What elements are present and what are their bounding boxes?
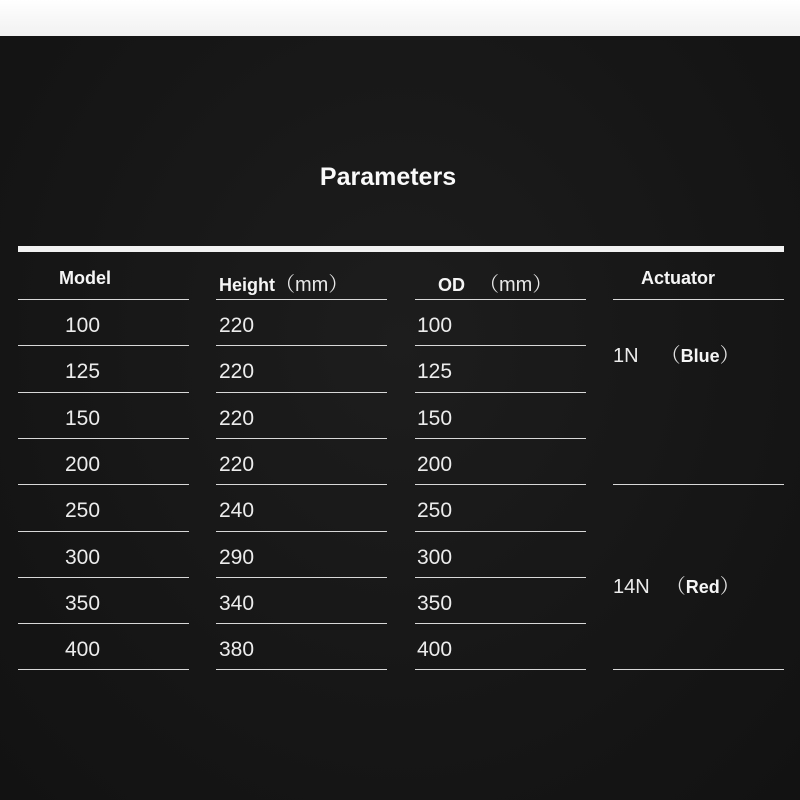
parameters-panel: [0, 36, 800, 800]
row-rule-height: [216, 577, 387, 578]
row-rule-height: [216, 484, 387, 485]
cell-od: 250: [417, 499, 453, 522]
header-height: Height（mm）: [219, 274, 349, 296]
cell-model: 150: [65, 407, 101, 430]
header-rule-height: [216, 299, 387, 300]
cell-od: 125: [417, 360, 453, 383]
row-rule-model: [18, 669, 189, 670]
actuator-force-red: 14N: [613, 576, 650, 598]
row-rule-od: [415, 345, 586, 346]
cell-od: 200: [417, 453, 453, 476]
actuator-force-blue: 1N: [613, 345, 639, 367]
cell-height: 290: [219, 546, 255, 569]
row-rule-od: [415, 577, 586, 578]
row-rule-model: [18, 577, 189, 578]
cell-od: 350: [417, 592, 453, 615]
cell-model: 250: [65, 499, 101, 522]
row-rule-od: [415, 484, 586, 485]
row-rule-od: [415, 623, 586, 624]
cell-od: 100: [417, 314, 453, 337]
header-model: Model: [59, 268, 111, 288]
cell-od: 400: [417, 638, 453, 661]
cell-model: 100: [65, 314, 101, 337]
row-rule-model: [18, 345, 189, 346]
cell-height: 380: [219, 638, 255, 661]
actuator-group-blue: 1N （Blue）: [613, 345, 740, 367]
row-rule-model: [18, 392, 189, 393]
cell-height: 220: [219, 314, 255, 337]
actuator-group-red: 14N （Red）: [613, 576, 740, 598]
row-rule-height: [216, 345, 387, 346]
page-title: Parameters: [319, 163, 457, 191]
cell-model: 400: [65, 638, 101, 661]
actuator-group-rule: [613, 484, 784, 485]
cell-model: 200: [65, 453, 101, 476]
cell-model: 300: [65, 546, 101, 569]
header-actuator: Actuator: [641, 268, 716, 288]
header-rule-model: [18, 299, 189, 300]
header-rule-od: [415, 299, 586, 300]
row-rule-model: [18, 438, 189, 439]
row-rule-height: [216, 438, 387, 439]
top-white-strip: [0, 0, 800, 36]
cell-od: 150: [417, 407, 453, 430]
title-divider: [18, 246, 784, 252]
row-rule-height: [216, 669, 387, 670]
cell-height: 220: [219, 360, 255, 383]
cell-height: 220: [219, 453, 255, 476]
header-height-unit: （mm）: [275, 274, 349, 296]
row-rule-model: [18, 531, 189, 532]
cell-height: 240: [219, 499, 255, 522]
cell-height: 340: [219, 592, 255, 615]
row-rule-od: [415, 392, 586, 393]
cell-model: 125: [65, 360, 101, 383]
row-rule-model: [18, 484, 189, 485]
actuator-color-blue: Blue: [680, 346, 720, 366]
header-od: OD （mm）: [438, 274, 553, 296]
header-rule-actuator: [613, 299, 784, 300]
row-rule-od: [415, 669, 586, 670]
row-rule-height: [216, 392, 387, 393]
header-od-unit: （mm）: [479, 274, 553, 296]
cell-height: 220: [219, 407, 255, 430]
row-rule-od: [415, 531, 586, 532]
cell-model: 350: [65, 592, 101, 615]
row-rule-height: [216, 531, 387, 532]
actuator-bottom-rule: [613, 669, 784, 670]
row-rule-od: [415, 438, 586, 439]
cell-od: 300: [417, 546, 453, 569]
actuator-color-red: Red: [685, 577, 720, 597]
row-rule-height: [216, 623, 387, 624]
row-rule-model: [18, 623, 189, 624]
